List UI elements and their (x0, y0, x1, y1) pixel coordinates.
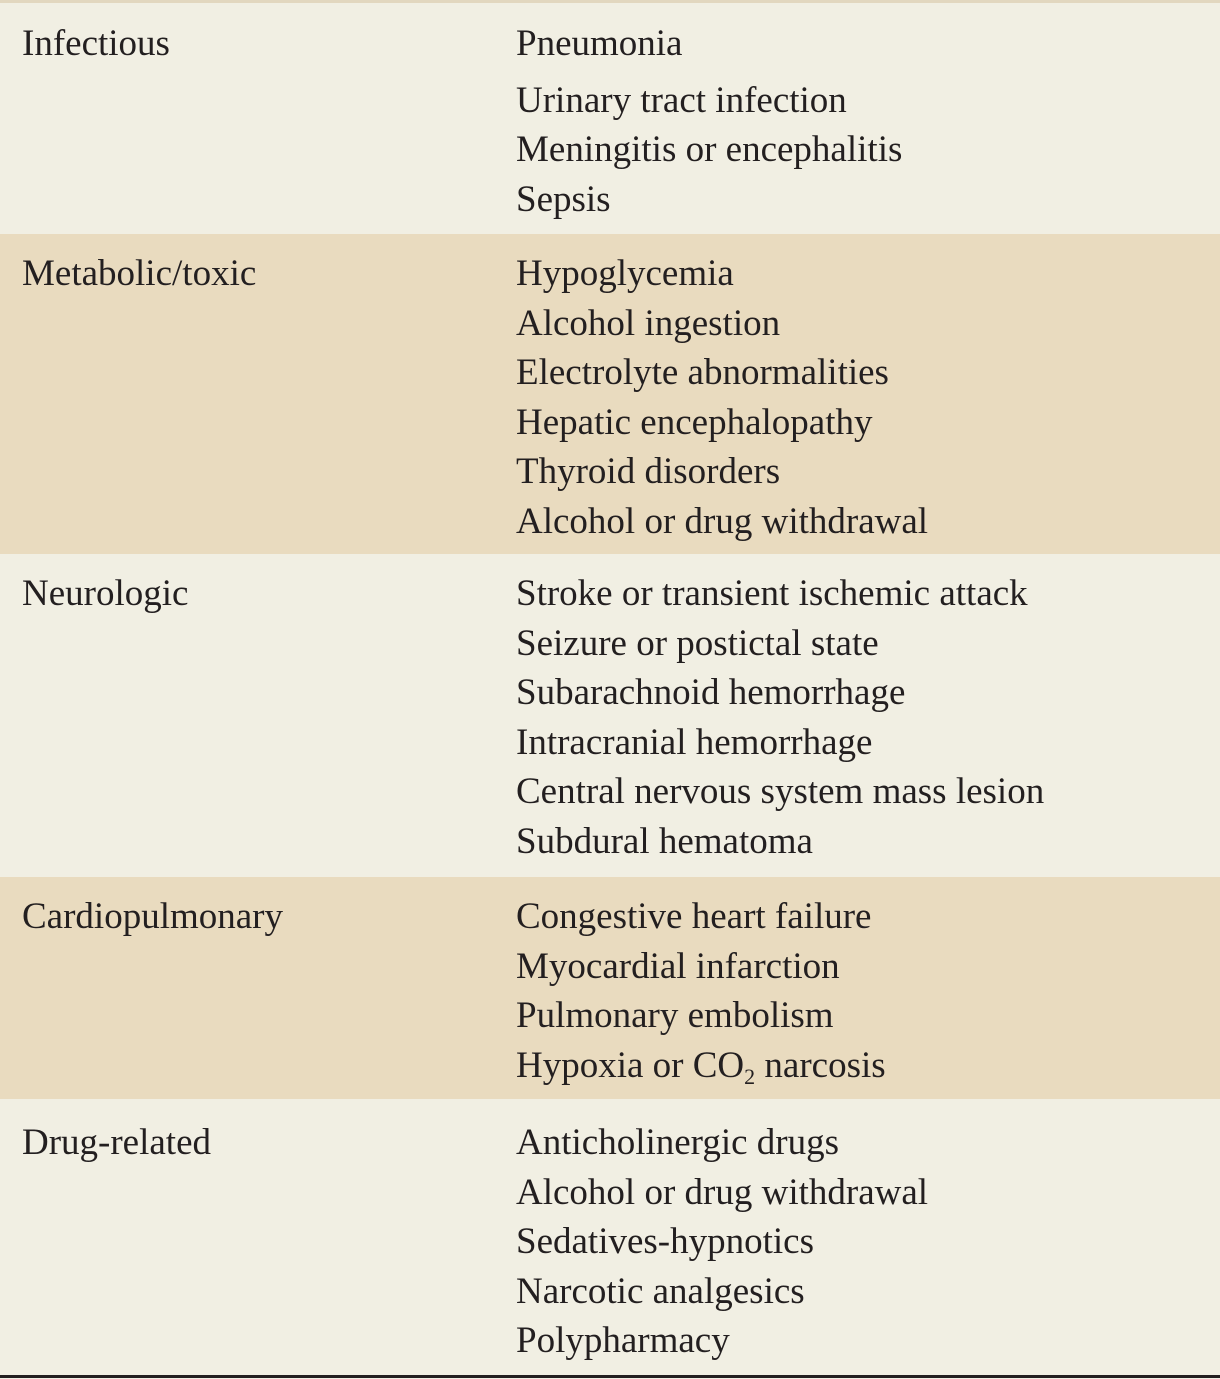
cause-item: Pulmonary embolism (516, 995, 834, 1036)
cause-item: Subarachnoid hemorrhage (516, 672, 906, 713)
cause-item: Urinary tract infection (516, 79, 847, 121)
subscript-two: 2 (744, 1063, 756, 1089)
table-row-drug-related (0, 1099, 1220, 1375)
cause-list (516, 569, 1044, 866)
cause-text: narcosis (755, 1044, 886, 1086)
cause-list (516, 249, 928, 546)
cause-item: Pneumonia (516, 23, 683, 64)
table-row-cardiopulmonary (0, 877, 1220, 1099)
cause-item: Thyroid disorders (516, 451, 781, 492)
cause-item: Alcohol or drug withdrawal (516, 1171, 929, 1213)
cause-item: Hepatic encephalopathy (516, 401, 873, 443)
cause-item: Seizure or postictal state (516, 622, 879, 664)
cause-item: Anticholinergic drugs (516, 1122, 840, 1163)
table-row-neurologic (0, 554, 1220, 877)
cause-item: Intracranial hemorrhage (516, 721, 873, 763)
cause-item: Alcohol or drug withdrawal (516, 500, 929, 542)
cause-item: Congestive heart failure (516, 896, 872, 937)
cause-item: Sepsis (516, 178, 611, 220)
category-label: Infectious (22, 23, 170, 64)
cause-item: Alcohol ingestion (516, 302, 781, 344)
cause-item: Myocardial infarction (516, 945, 840, 987)
category-label: Neurologic (22, 573, 189, 614)
cause-item: Central nervous system mass lesion (516, 771, 1045, 812)
cause-list (516, 19, 902, 224)
cause-item: Narcotic analgesics (516, 1270, 805, 1312)
cause-item: Sedatives-hypnotics (516, 1221, 815, 1262)
category-label: Drug-related (22, 1122, 212, 1163)
table-row-infectious (0, 3, 1220, 234)
cause-item: Stroke or transient ischemic attack (516, 573, 1028, 614)
cause-item: Subdural hematoma (516, 820, 813, 862)
cause-list (516, 1118, 928, 1366)
cause-item: Electrolyte abnormalities (516, 352, 889, 393)
cause-list (516, 892, 886, 1090)
cause-item: Meningitis or encephalitis (516, 129, 903, 170)
table-row-metabolic-toxic (0, 234, 1220, 554)
bottom-rule (0, 1375, 1220, 1378)
cause-item-hypoxia (516, 1041, 886, 1091)
category-label: Metabolic/toxic (22, 253, 257, 294)
cause-item: Polypharmacy (516, 1320, 730, 1361)
cause-text: Hypoxia or CO (516, 1044, 745, 1086)
category-label: Cardiopulmonary (22, 896, 284, 937)
cause-item: Hypoglycemia (516, 253, 734, 294)
